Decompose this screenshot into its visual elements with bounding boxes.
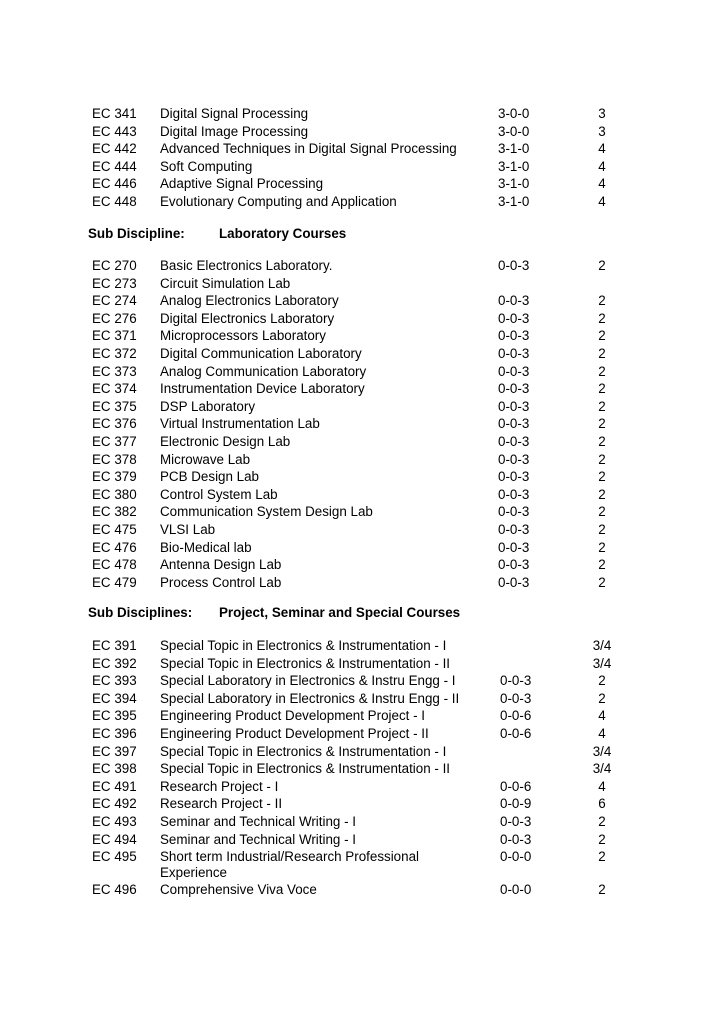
course-code: EC 371 (92, 328, 137, 344)
course-title: Microprocessors Laboratory (160, 328, 326, 344)
course-ltp: 3-0-0 (498, 106, 530, 121)
table-row (0, 725, 728, 743)
course-ltp: 0-0-3 (498, 398, 530, 414)
table-row (0, 451, 728, 469)
course-title: Research Project - I (160, 778, 279, 794)
course-code: EC 270 (92, 258, 137, 273)
course-title: Bio-Medical lab (160, 539, 252, 555)
course-ltp: 3-1-0 (498, 141, 530, 157)
course-credits: 4 (598, 141, 606, 157)
course-credits: 2 (598, 363, 606, 379)
course-title: Digital Communication Laboratory (160, 346, 362, 361)
course-credits: 2 (598, 381, 606, 397)
course-code: EC 397 (92, 743, 137, 759)
course-credits: 3 (598, 123, 606, 139)
table-row (0, 831, 728, 849)
section-title: Project, Seminar and Special Courses (219, 605, 461, 620)
course-code: EC 276 (92, 310, 137, 326)
course-code: EC 380 (92, 486, 137, 502)
section-label: Sub Disciplines: (88, 605, 193, 620)
course-ltp: 0-0-0 (500, 849, 532, 865)
course-ltp: 0-0-3 (500, 690, 532, 706)
course-title: Engineering Product Development Project - II (160, 726, 429, 741)
course-title: Virtual Instrumentation Lab (160, 416, 320, 432)
course-ltp: 0-0-3 (500, 673, 532, 689)
course-credits: 2 (598, 673, 606, 689)
course-credits: 2 (598, 574, 606, 590)
course-code: EC 496 (92, 881, 137, 897)
table-row (0, 468, 728, 486)
table-row (0, 574, 728, 592)
section-label: Sub Discipline: (88, 226, 185, 241)
table-row (0, 521, 728, 539)
table-row (0, 275, 728, 293)
course-code: EC 394 (92, 690, 137, 706)
course-title: Digital Electronics Laboratory (160, 310, 335, 326)
course-code: EC 475 (92, 522, 137, 537)
course-code: EC 398 (92, 761, 137, 777)
course-credits: 3 (598, 106, 606, 121)
course-ltp: 0-0-3 (500, 831, 532, 847)
course-title: Analog Electronics Laboratory (160, 293, 339, 309)
course-ltp: 0-0-9 (500, 796, 532, 812)
course-credits: 3/4 (592, 743, 612, 759)
course-title: Special Topic in Electronics & Instrumentation - I (160, 638, 447, 653)
course-credits: 2 (598, 293, 606, 309)
course-credits: 4 (598, 778, 606, 794)
course-title: Digital Signal Processing (160, 106, 309, 121)
course-credits: 2 (598, 258, 606, 273)
course-title: VLSI Lab (160, 522, 216, 537)
course-credits: 3/4 (592, 638, 612, 653)
course-code: EC 391 (92, 638, 137, 653)
course-credits: 2 (598, 310, 606, 326)
table-row (0, 398, 728, 416)
course-ltp: 0-0-6 (500, 778, 532, 794)
course-credits: 6 (598, 796, 606, 812)
course-title: Advanced Techniques in Digital Signal Processing (160, 141, 457, 157)
course-title: Basic Electronics Laboratory. (160, 258, 333, 273)
course-credits: 4 (598, 708, 606, 724)
course-credits: 2 (598, 690, 606, 706)
course-ltp: 0-0-6 (500, 708, 532, 724)
course-title: Process Control Lab (160, 574, 282, 590)
course-ltp: 0-0-3 (500, 814, 532, 829)
course-title: Microwave Lab (160, 451, 251, 467)
course-code: EC 479 (92, 574, 137, 590)
course-ltp: 0-0-3 (498, 504, 530, 520)
course-title: Special Topic in Electronics & Instrumentation - II (160, 655, 451, 671)
course-credits: 2 (598, 557, 606, 573)
course-ltp: 0-0-3 (498, 539, 530, 555)
course-code: EC 396 (92, 726, 137, 741)
course-ltp: 0-0-3 (498, 557, 530, 573)
course-code: EC 377 (92, 434, 137, 449)
course-credits: 2 (598, 346, 606, 361)
course-title: Analog Communication Laboratory (160, 363, 367, 379)
course-title: Control System Lab (160, 486, 278, 502)
course-title: Engineering Product Development Project - I (160, 708, 425, 724)
course-code: EC 273 (92, 275, 137, 291)
course-code: EC 375 (92, 398, 137, 414)
course-ltp: 0-0-6 (500, 726, 532, 741)
course-title-continuation: Experience (160, 865, 227, 880)
table-row (0, 257, 728, 275)
course-credits: 2 (598, 814, 606, 829)
course-title: Digital Image Processing (160, 123, 309, 139)
table-row (0, 690, 728, 708)
course-code: EC 376 (92, 416, 137, 432)
course-credits: 2 (598, 328, 606, 344)
course-code: EC 444 (92, 158, 137, 174)
table-row (0, 327, 728, 345)
course-code: EC 382 (92, 504, 137, 520)
course-code: EC 443 (92, 123, 137, 139)
course-code: EC 494 (92, 831, 137, 847)
table-row (0, 433, 728, 451)
course-credits: 2 (598, 849, 606, 865)
course-code: EC 341 (92, 106, 137, 121)
course-credits: 2 (598, 831, 606, 847)
table-row (0, 881, 728, 899)
table-row (0, 158, 728, 176)
course-ltp: 3-0-0 (498, 123, 530, 139)
course-title: Research Project - II (160, 796, 283, 812)
course-credits: 4 (598, 176, 606, 192)
course-ltp: 3-1-0 (498, 176, 530, 192)
course-credits: 3/4 (592, 655, 612, 671)
course-code: EC 491 (92, 778, 137, 794)
course-code: EC 274 (92, 293, 137, 309)
course-credits: 3/4 (592, 761, 612, 777)
course-code: EC 446 (92, 176, 137, 192)
course-title: Special Laboratory in Electronics & Instru Engg - II (160, 690, 460, 706)
course-code: EC 493 (92, 814, 137, 829)
course-title: Special Topic in Electronics & Instrumentation - II (160, 761, 451, 777)
course-ltp: 0-0-3 (498, 486, 530, 502)
table-row-continuation (0, 864, 728, 882)
course-ltp: 0-0-3 (498, 346, 530, 361)
course-title: Electronic Design Lab (160, 434, 291, 449)
table-row (0, 415, 728, 433)
course-credits: 2 (598, 434, 606, 449)
table-row (0, 363, 728, 381)
table-row (0, 292, 728, 310)
course-credits: 2 (598, 469, 606, 485)
table-row (0, 310, 728, 328)
course-code: EC 373 (92, 363, 137, 379)
course-code: EC 393 (92, 673, 137, 689)
course-code: EC 379 (92, 469, 137, 485)
course-code: EC 442 (92, 141, 137, 157)
course-code: EC 478 (92, 557, 137, 573)
course-code: EC 378 (92, 451, 137, 467)
course-title: Antenna Design Lab (160, 557, 282, 573)
course-ltp: 0-0-0 (500, 881, 532, 897)
course-ltp: 0-0-3 (498, 522, 530, 537)
course-code: EC 492 (92, 796, 137, 812)
table-row (0, 380, 728, 398)
section-title: Laboratory Courses (219, 226, 347, 241)
course-credits: 2 (598, 504, 606, 520)
course-title: Adaptive Signal Processing (160, 176, 324, 192)
course-credits: 2 (598, 881, 606, 897)
table-row (0, 707, 728, 725)
course-credits: 2 (598, 451, 606, 467)
course-code: EC 395 (92, 708, 137, 724)
course-ltp: 0-0-3 (498, 469, 530, 485)
course-code: EC 448 (92, 194, 137, 209)
table-row (0, 193, 728, 211)
table-row (0, 795, 728, 813)
course-code: EC 372 (92, 346, 137, 361)
course-credits: 2 (598, 398, 606, 414)
course-ltp: 0-0-3 (498, 258, 530, 273)
course-ltp: 0-0-3 (498, 574, 530, 590)
course-credits: 2 (598, 539, 606, 555)
table-row (0, 140, 728, 158)
course-credits: 2 (598, 522, 606, 537)
table-row (0, 778, 728, 796)
course-title: Evolutionary Computing and Application (160, 194, 397, 209)
table-row (0, 486, 728, 504)
course-ltp: 0-0-3 (498, 310, 530, 326)
course-ltp: 0-0-3 (498, 381, 530, 397)
course-title: Communication System Design Lab (160, 504, 373, 520)
course-ltp: 0-0-3 (498, 434, 530, 449)
table-row (0, 539, 728, 557)
table-row (0, 345, 728, 363)
course-code: EC 374 (92, 381, 137, 397)
table-row (0, 672, 728, 690)
course-code: EC 495 (92, 849, 137, 865)
course-title: Soft Computing (160, 158, 253, 174)
table-row (0, 760, 728, 778)
course-credits: 2 (598, 416, 606, 432)
table-row (0, 556, 728, 574)
course-credits: 4 (598, 726, 606, 741)
course-title: Instrumentation Device Laboratory (160, 381, 365, 397)
course-title: DSP Laboratory (160, 398, 256, 414)
course-credits: 4 (598, 158, 606, 174)
table-row (0, 105, 728, 123)
course-title: Special Laboratory in Electronics & Instru Engg - I (160, 673, 456, 689)
course-title: PCB Design Lab (160, 469, 259, 485)
table-row (0, 743, 728, 761)
course-ltp: 0-0-3 (498, 363, 530, 379)
table-row (0, 655, 728, 673)
course-title: Special Topic in Electronics & Instrumentation - I (160, 743, 447, 759)
table-row (0, 123, 728, 141)
course-ltp: 0-0-3 (498, 293, 530, 309)
course-ltp: 0-0-3 (498, 328, 530, 344)
course-title: Seminar and Technical Writing - I (160, 814, 356, 829)
course-code: EC 392 (92, 655, 137, 671)
course-ltp: 3-1-0 (498, 194, 530, 209)
course-credits: 4 (598, 194, 606, 209)
table-row (0, 637, 728, 655)
course-title: Short term Industrial/Research Professional (160, 849, 419, 865)
course-credits: 2 (598, 486, 606, 502)
table-row (0, 503, 728, 521)
course-code: EC 476 (92, 539, 137, 555)
course-ltp: 3-1-0 (498, 158, 530, 174)
course-ltp: 0-0-3 (498, 416, 530, 432)
course-title: Seminar and Technical Writing - I (160, 831, 356, 847)
course-title: Comprehensive Viva Voce (160, 881, 317, 897)
course-title: Circuit Simulation Lab (160, 275, 291, 291)
table-row (0, 813, 728, 831)
course-ltp: 0-0-3 (498, 451, 530, 467)
table-row (0, 175, 728, 193)
